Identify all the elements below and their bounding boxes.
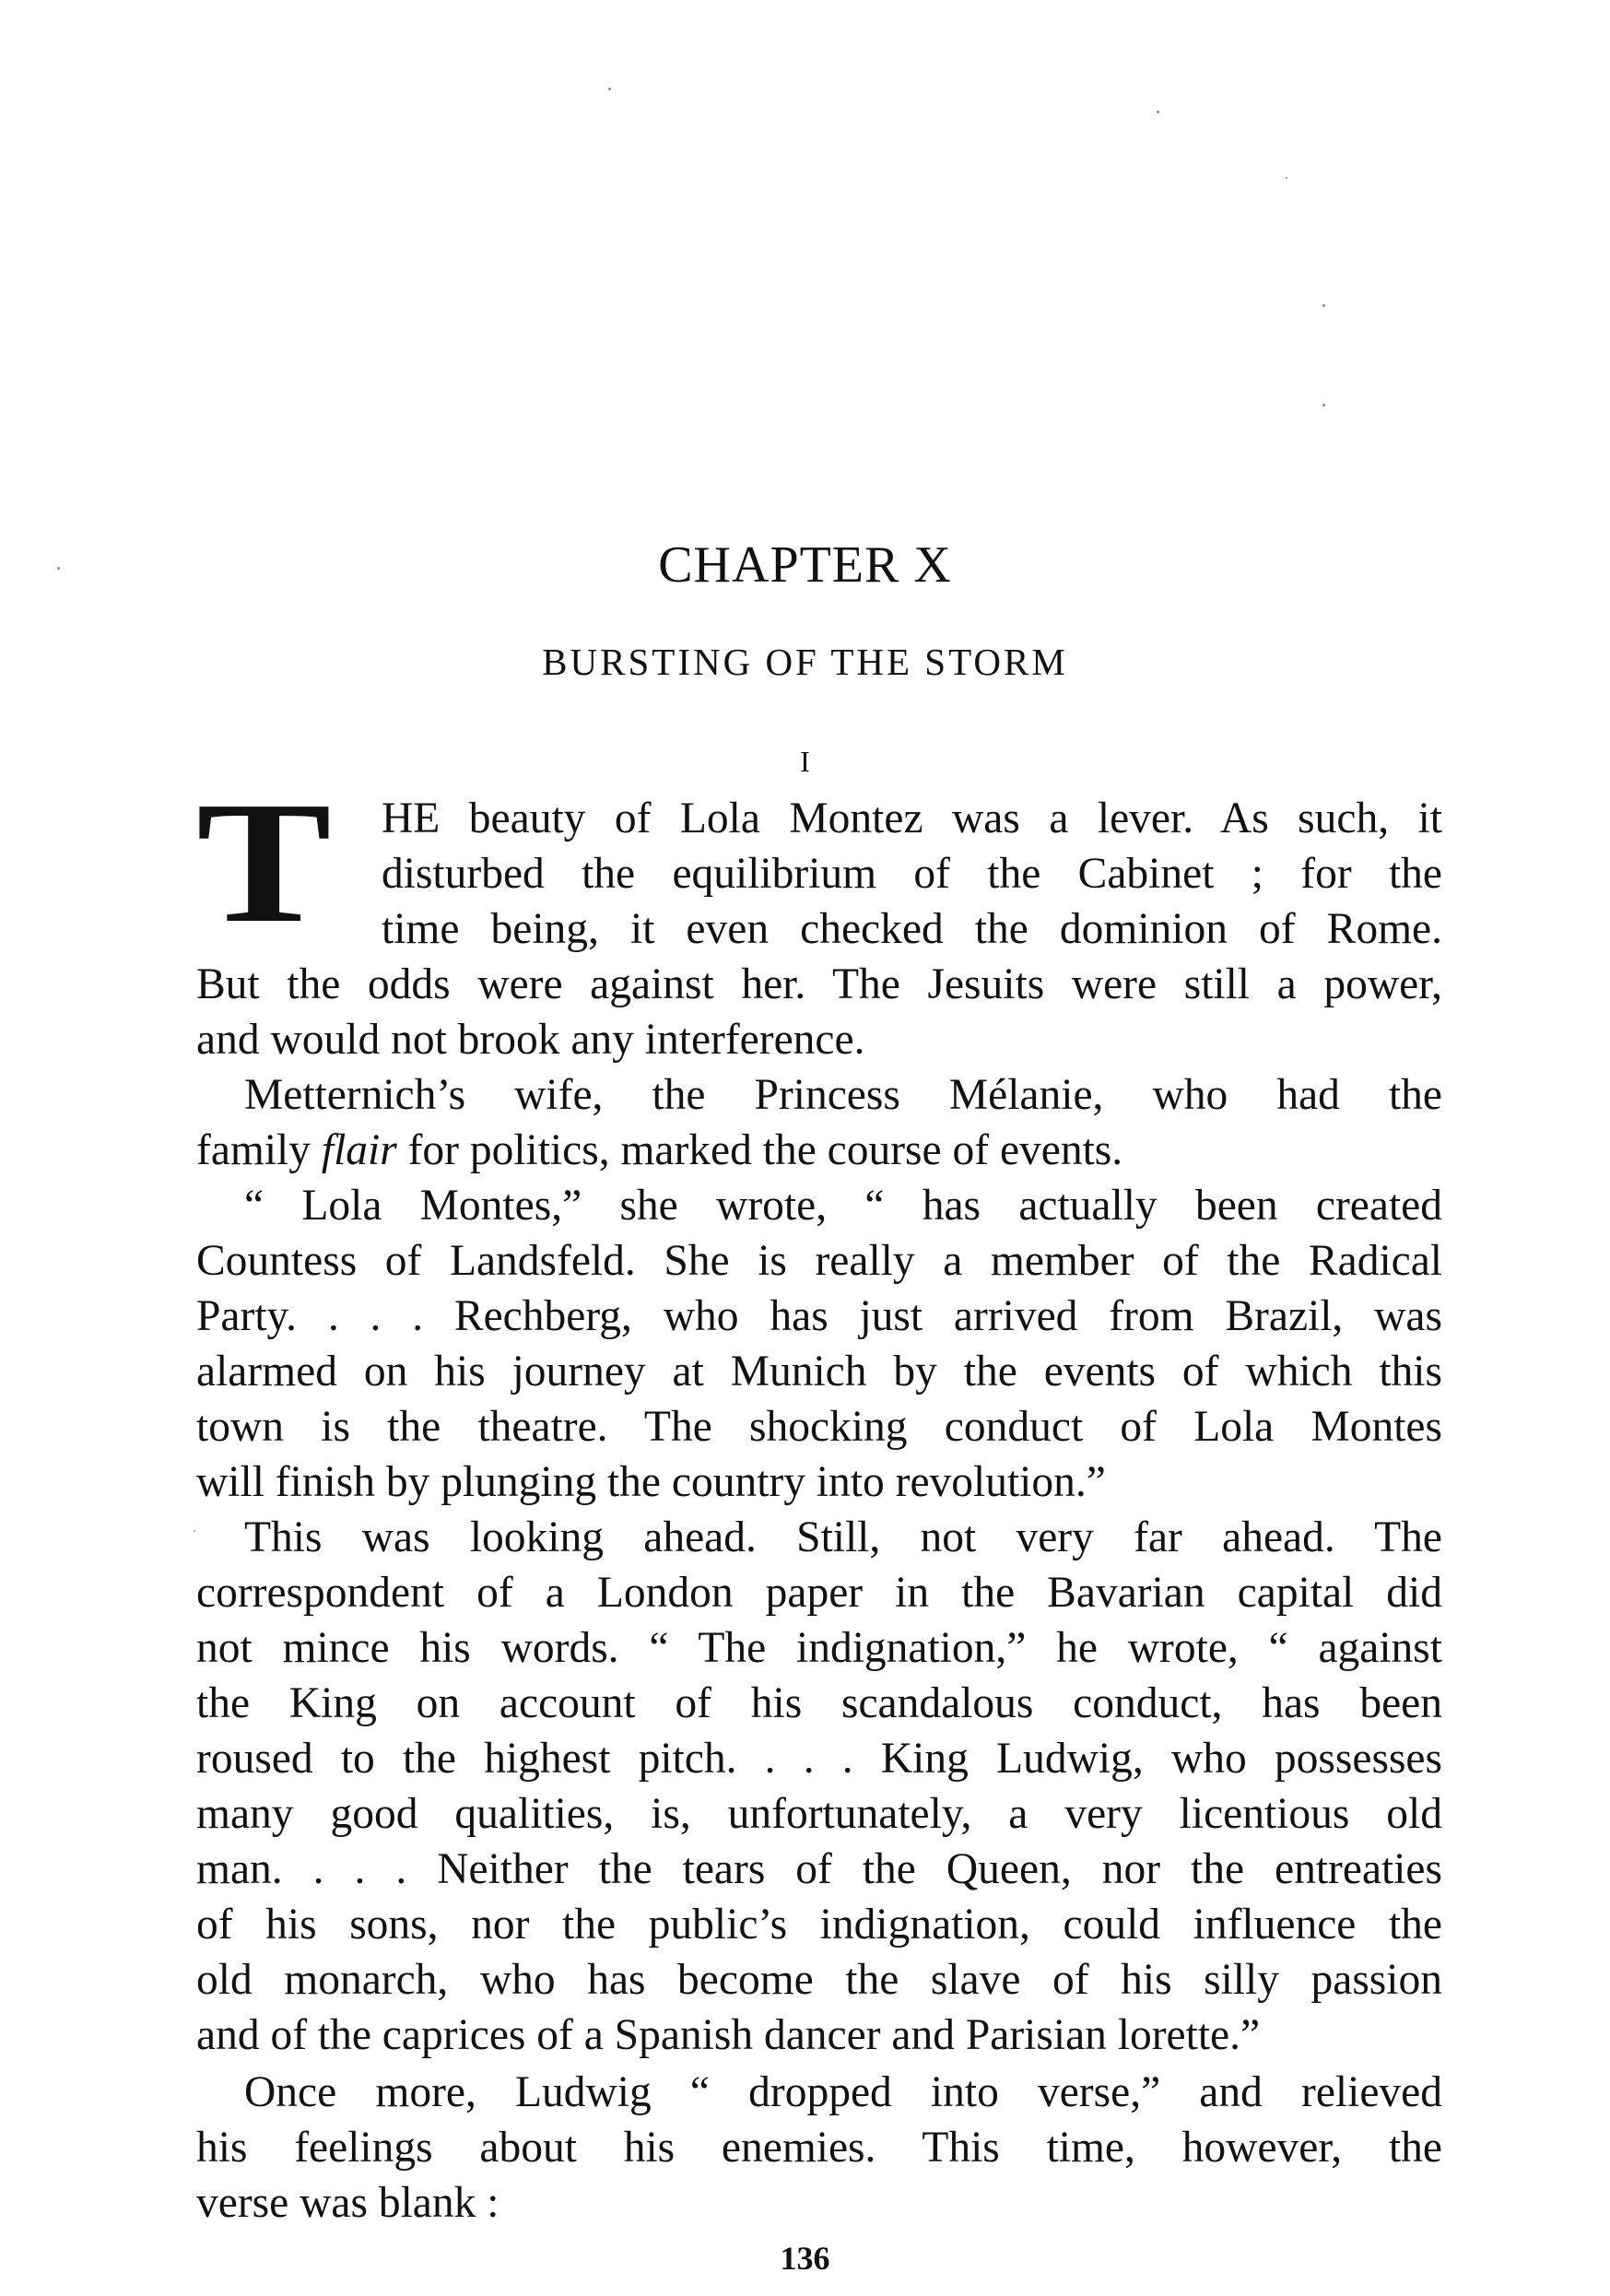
text-line: Once more, Ludwig “ dropped into verse,” and relieved (244, 2068, 1442, 2116)
text-line: and would not brook any interference. (196, 1016, 865, 1064)
line-prefix: family (196, 1126, 311, 1174)
text-line: not mince his words. “ The indignation,” he wrote, “ against (196, 1624, 1442, 1672)
text-line: HE beauty of Lola Montez was a lever. As such, it (382, 795, 1442, 842)
page-number: 136 (780, 2240, 830, 2277)
text-line: town is the theatre. The shocking conduct of Lola Montes (196, 1403, 1442, 1451)
scan-speck (608, 88, 611, 90)
text-line: of his sons, nor the public’s indignation, could influence the (196, 1901, 1442, 1949)
text-line: old monarch, who has become the slave of his silly passion (196, 1956, 1442, 2004)
text-line: will finish by plunging the country into revolution.” (196, 1458, 1106, 1506)
scan-speck (1157, 111, 1159, 113)
section-number: I (800, 745, 810, 778)
scan-speck (1322, 304, 1325, 307)
text-line: time being, it even checked the dominion of Rome. (382, 905, 1442, 953)
text-line: man. . . . Neither the tears of the Queen, nor the entreaties (196, 1845, 1442, 1893)
scan-speck (1286, 177, 1287, 179)
scan-speck (194, 1530, 195, 1532)
text-line: many good qualities, is, unfortunately, a very licentious old (196, 1790, 1442, 1838)
text-line: disturbed the equilibrium of the Cabinet ; for the (382, 850, 1442, 898)
text-line-with-italic (196, 1123, 1442, 1178)
line-rest: for politics, marked the course of events. (407, 1126, 1123, 1174)
text-line: and of the caprices of a Spanish dancer and Parisian lorette.” (196, 2011, 1261, 2059)
text-line: But the odds were against her. The Jesuits were still a power, (196, 960, 1442, 1008)
text-line: alarmed on his journey at Munich by the events of which this (196, 1348, 1442, 1395)
text-line: the King on account of his scandalous conduct, has been (196, 1679, 1442, 1727)
text-line: Metternich’s wife, the Princess Mélanie, who had the (244, 1071, 1442, 1119)
italic-word: flair (321, 1126, 397, 1174)
scan-speck (1322, 404, 1325, 406)
text-line: Countess of Landsfeld. She is really a member of the Radical (196, 1237, 1442, 1285)
drop-cap-letter: T (196, 791, 332, 957)
scan-speck (57, 567, 60, 570)
chapter-title: CHAPTER X (658, 536, 952, 594)
text-line: roused to the highest pitch. . . . King Ludwig, who possesses (196, 1735, 1442, 1783)
text-line: correspondent of a London paper in the Bavarian capital did (196, 1569, 1442, 1617)
chapter-subtitle: BURSTING OF THE STORM (542, 641, 1068, 683)
drop-cap (196, 791, 381, 957)
text-line: Party. . . . Rechberg, who has just arrived from Brazil, was (196, 1292, 1442, 1340)
text-line: “ Lola Montes,” she wrote, “ has actually been created (244, 1182, 1442, 1230)
text-line: verse was blank : (196, 2179, 499, 2227)
text-line: This was looking ahead. Still, not very far ahead. The (244, 1513, 1442, 1561)
text-line: his feelings about his enemies. This time, however, the (196, 2124, 1442, 2172)
